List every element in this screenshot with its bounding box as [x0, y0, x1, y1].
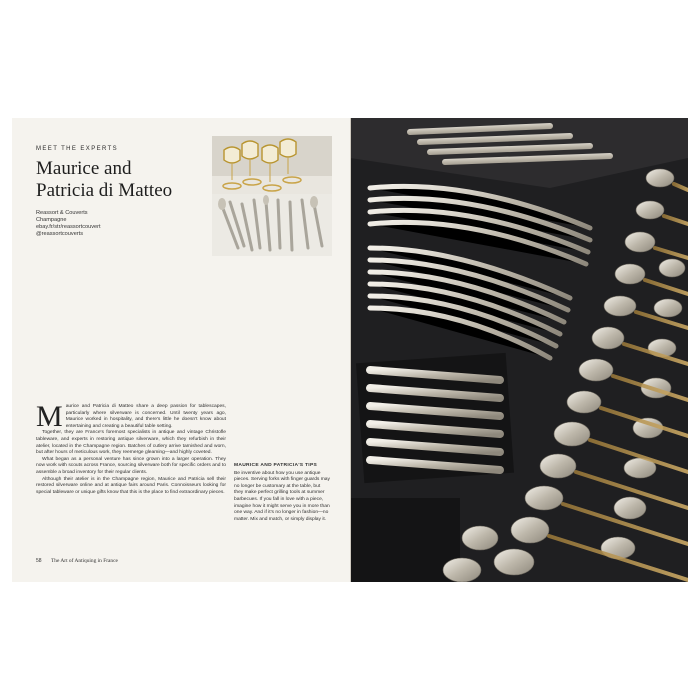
paragraph-2: Together, they are France's foremost specialists in antique and vintage Christofle tableware, and experts in restoring antique silverware, which they refurbish in their atelier, located in the Champagne region. Batches of cutlery arrive tarnished and worn, but after hours of meticulous work, they reemerge gleaming—and highly coveted. [36, 430, 226, 456]
region: Champagne [36, 217, 67, 223]
gilded-glasses-and-silver-cutlery-photo [212, 136, 332, 256]
page-number: 58 [36, 558, 42, 564]
article-body [36, 400, 226, 496]
book-spread [12, 118, 688, 582]
title-line-1: Maurice and [36, 158, 132, 179]
left-page [12, 118, 350, 582]
page-title [36, 158, 216, 202]
instagram-handle: @reassortcouverts [36, 231, 84, 237]
page-footer [36, 558, 118, 564]
silverware-trays-photo [350, 118, 688, 582]
tips-title: MAURICE AND PATRICIA'S TIPS [234, 463, 318, 468]
paragraph-3: What began as a personal venture has since grown into a larger operation. They now work with scouts across France, sourcing silverware both for specific orders and to assemble a broad inventory for their regular clients. [36, 456, 226, 475]
section-kicker: MEET THE EXPERTS [36, 146, 119, 152]
paragraph-4: Although their atelier is in the Champagne region, Maurice and Patricia sell their restored silverware online and at antique fairs around Paris. Connoisseurs looking for special tableware or unique gifts know that this is the place to find extraordinary pieces. [36, 476, 226, 495]
ebay-store: ebay.fr/str/reassortcouvert [36, 224, 101, 230]
right-page [350, 118, 688, 582]
tips-text: Be inventive about how you use antique pieces. Serving forks with finger guards may no longer be customary at the table, but they make perfect grilling tools at summer barbecues. If you fall in love with a piece, imagine how it might serve you in more than one way. And if it's no longer in fashion—no matter. Mix and match, or simply display it. [234, 470, 330, 522]
contact-block [36, 210, 216, 238]
gutter [350, 118, 351, 582]
title-line-2: Patricia di Matteo [36, 180, 173, 201]
paragraph-1: Maurice and Patricia di Matteo share a deep passion for tablescapes, particularly where silverware is concerned. Until twenty years ago, Maurice worked in hospitality, and there's little he doesn't know about entertaining and creating a beautiful table setting. [36, 400, 226, 433]
business-name: Reassort & Couverts [36, 210, 88, 216]
drop-cap: M [36, 400, 63, 433]
running-title: The Art of Antiquing in France [50, 558, 118, 564]
tips-sidebar [234, 463, 330, 523]
